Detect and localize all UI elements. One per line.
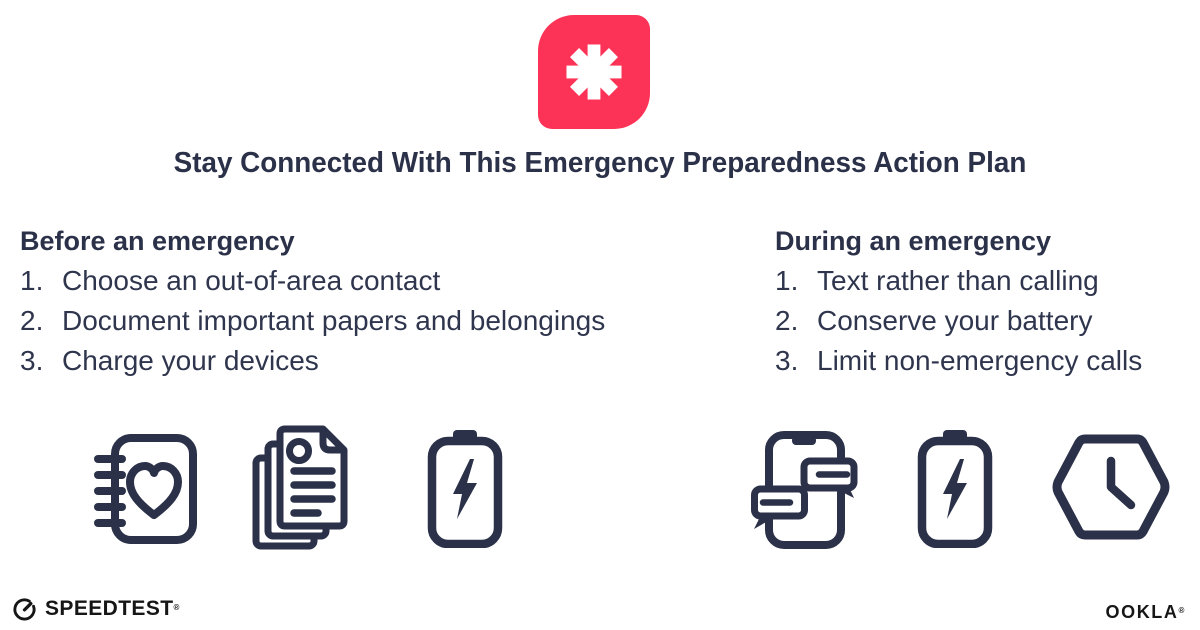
medical-asterisk-icon — [562, 40, 626, 104]
list-text: Conserve your battery — [817, 305, 1093, 336]
list-number: 2. — [20, 305, 44, 336]
heart-notebook-icon — [91, 433, 198, 545]
battery-charge-icon — [917, 430, 993, 548]
list-number: 3. — [20, 345, 44, 376]
list-number: 3. — [775, 345, 799, 376]
list-text: Text rather than calling — [817, 265, 1099, 296]
speedtest-gauge-icon — [12, 597, 37, 622]
ookla-wordmark: OOKLA — [1105, 602, 1179, 622]
battery-charge-icon — [427, 430, 503, 548]
list-number: 1. — [775, 265, 799, 296]
section-heading: Before an emergency — [20, 226, 295, 256]
list-number: 1. — [20, 265, 44, 296]
list-text: Charge your devices — [62, 345, 319, 376]
list-item — [775, 301, 1195, 341]
list-text: Choose an out-of-area contact — [62, 265, 441, 296]
list-text: Limit non-emergency calls — [817, 345, 1143, 376]
list-item — [20, 301, 720, 341]
speedtest-logo — [12, 596, 180, 622]
list-text: Document important papers and belongings — [62, 305, 606, 336]
emergency-badge — [538, 15, 650, 129]
registered-mark: ® — [173, 603, 180, 612]
section-before-emergency — [20, 221, 720, 381]
page-title: Stay Connected With This Emergency Preparedness Action Plan — [173, 147, 1027, 179]
list-number: 2. — [775, 305, 799, 336]
ookla-logo — [1106, 601, 1187, 623]
section-during-emergency — [775, 221, 1195, 381]
section-heading: During an emergency — [775, 226, 1052, 256]
registered-mark: ® — [1178, 606, 1186, 615]
speedtest-wordmark: SPEEDTEST® — [45, 597, 180, 620]
list-item — [20, 341, 720, 381]
documents-stack-icon — [252, 424, 355, 552]
list-item — [20, 261, 720, 301]
list-item — [775, 341, 1195, 381]
phone-messages-icon — [750, 431, 858, 549]
hexagon-clock-icon — [1052, 434, 1170, 540]
list-item — [775, 261, 1195, 301]
